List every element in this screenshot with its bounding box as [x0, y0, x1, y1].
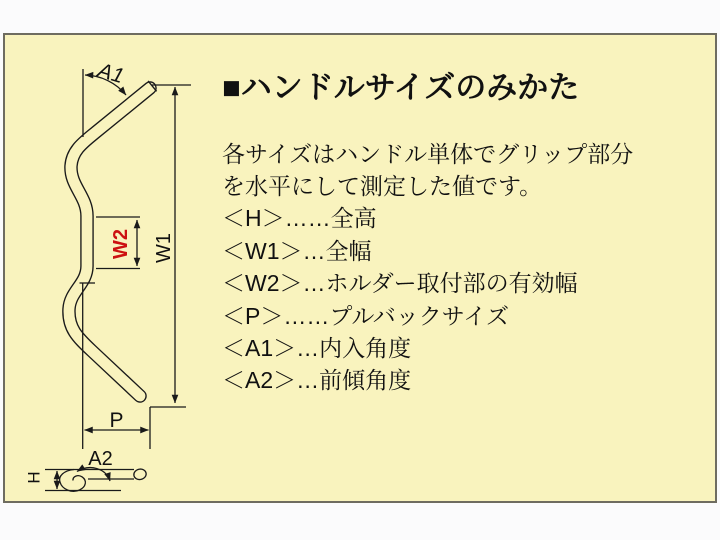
end-view-hook [60, 470, 86, 492]
w1-label: W1 [153, 233, 175, 263]
a2-label: A2 [88, 448, 113, 470]
a1-label: A1 [95, 58, 127, 89]
legend-line-w1: ＜W1＞…全幅 [222, 237, 372, 264]
legend-line-a2: ＜A2＞…前傾角度 [222, 367, 412, 394]
legend-line-w2: ＜W2＞…ホルダー取付部の有効幅 [222, 270, 578, 297]
section-title: ■ハンドルサイズのみかた [222, 70, 580, 105]
p-label: P [109, 409, 124, 432]
explanation-column [222, 72, 702, 397]
legend-line-intro-2: を水平にして測定した値です。 [222, 172, 543, 199]
legend-line-h: ＜H＞……全高 [222, 205, 377, 232]
end-view-tube-end-ellipse [133, 468, 147, 481]
legend-line-a1: ＜A1＞…内入角度 [222, 334, 412, 361]
handlebar-size-panel [3, 33, 717, 503]
w2-label: W2 [110, 229, 132, 259]
size-legend [222, 138, 702, 397]
legend-line-p: ＜P＞……プルバックサイズ [222, 302, 509, 329]
legend-line-intro-1: 各サイズはハンドル単体でグリップ部分 [222, 140, 634, 167]
h-label: H [24, 471, 44, 484]
